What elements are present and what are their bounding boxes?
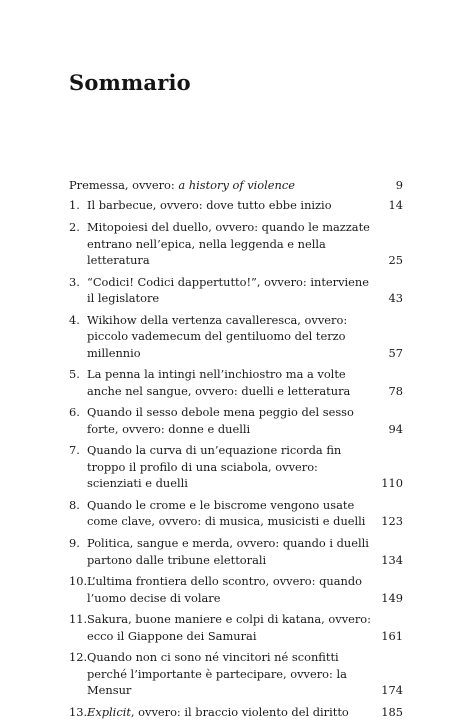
toc-title-suffix: , ovvero: il braccio violento del diritto <box>130 704 349 719</box>
toc-page-number: 14 <box>388 198 403 213</box>
toc-page-number: 161 <box>381 628 403 643</box>
toc-title <box>87 404 379 437</box>
toc-title <box>87 704 379 720</box>
toc-title <box>87 535 379 568</box>
toc-number: 12. <box>69 650 88 665</box>
toc-title <box>87 573 379 606</box>
toc-entry-11 <box>69 611 403 644</box>
toc-page-number: 78 <box>388 383 403 398</box>
toc-title-text: “Codici! Codici dappertutto!”, ovvero: interviene il legislatore <box>87 274 369 306</box>
toc-number: 4. <box>69 312 80 327</box>
toc-number: 13. <box>69 704 88 719</box>
page-title: Sommario <box>69 70 191 95</box>
toc-title-text: Il barbecue, ovvero: dove tutto ebbe inizio <box>87 198 332 213</box>
toc-entry-4 <box>69 312 403 361</box>
toc-title <box>87 497 379 530</box>
toc-title-text: Politica, sangue e merda, ovvero: quando i duelli partono dalle tribune elettorali <box>87 536 369 567</box>
toc-title-italic: Explicit <box>87 704 131 719</box>
toc-page-number: 149 <box>381 590 403 605</box>
toc-page-number: 134 <box>381 552 403 567</box>
toc-page-number: 43 <box>388 291 403 306</box>
toc-entry-1 <box>69 197 403 213</box>
toc-number: 1. <box>69 198 80 213</box>
toc-entry-5 <box>69 366 403 399</box>
toc-entry-preface <box>69 177 403 193</box>
toc-title-text: Sakura, buone maniere e colpi di katana, ovvero: ecco il Giappone dei Samurai <box>87 612 372 643</box>
toc-entry-7 <box>69 442 403 491</box>
toc-title-text: L’ultima frontiera dello scontro, ovvero: quando l’uomo decise di volare <box>87 574 363 605</box>
toc-title-text: Premessa, ovvero: <box>69 178 179 192</box>
toc-page-number: 123 <box>381 514 403 529</box>
toc-page-number: 174 <box>381 683 403 698</box>
toc-title <box>69 177 379 193</box>
toc-number: 2. <box>69 220 80 235</box>
toc-page-number: 110 <box>381 476 403 491</box>
toc-page-number: 185 <box>381 704 403 719</box>
toc-number: 10. <box>69 574 88 589</box>
toc-title-text: Quando il sesso debole mena peggio del sesso forte, ovvero: donne e duelli <box>87 405 354 436</box>
toc-number: 5. <box>69 367 80 382</box>
toc-page-number: 9 <box>395 178 403 192</box>
toc-title <box>87 442 379 491</box>
toc-page-number: 57 <box>388 345 403 360</box>
toc-entry-12 <box>69 649 403 698</box>
toc-number: 6. <box>69 405 80 420</box>
toc-title <box>87 219 379 268</box>
toc-page-number: 25 <box>388 252 403 267</box>
toc-entry-8 <box>69 497 403 530</box>
toc-number: 11. <box>69 612 88 627</box>
toc-number: 8. <box>69 497 80 512</box>
toc-number: 7. <box>69 443 80 458</box>
toc-entry-2 <box>69 219 403 268</box>
toc-title-italic: a history of violence <box>178 178 296 192</box>
toc-title <box>87 611 379 644</box>
toc-page-number: 94 <box>388 421 403 436</box>
toc-title-text: Quando le crome e le biscrome vengono usate come clave, ovvero: di musica, musicisti e duelli <box>87 497 366 529</box>
toc-title <box>87 197 379 213</box>
toc-entry-13 <box>69 704 403 720</box>
toc-title <box>87 274 379 307</box>
toc-entry-3 <box>69 274 403 307</box>
toc-entry-6 <box>69 404 403 437</box>
toc-title-text: Quando la curva di un’equazione ricorda fin troppo il profilo di una sciabola, ovvero: scienziati e duelli <box>87 443 342 491</box>
table-of-contents <box>69 177 403 726</box>
toc-title-text: Quando non ci sono né vincitori né sconfitti perché l’importante è partecipare, ovvero: la Mensur <box>87 650 347 698</box>
toc-entry-9 <box>69 535 403 568</box>
toc-title <box>87 312 379 361</box>
toc-title-text: Mitopoiesi del duello, ovvero: quando le mazzate entrano nell’epica, nella leggenda e nella letteratura <box>87 220 370 267</box>
toc-title <box>87 366 379 399</box>
toc-number: 9. <box>69 536 80 551</box>
toc-title-text: La penna la intingi nell’inchiostro ma a volte anche nel sangue, ovvero: duelli e letteratura <box>87 367 351 398</box>
toc-entry-10 <box>69 573 403 606</box>
toc-title <box>87 649 379 698</box>
toc-number: 3. <box>69 274 80 289</box>
toc-title-text: Wikihow della vertenza cavalleresca, ovvero: piccolo vademecum del gentiluomo del terzo millennio <box>87 312 348 360</box>
